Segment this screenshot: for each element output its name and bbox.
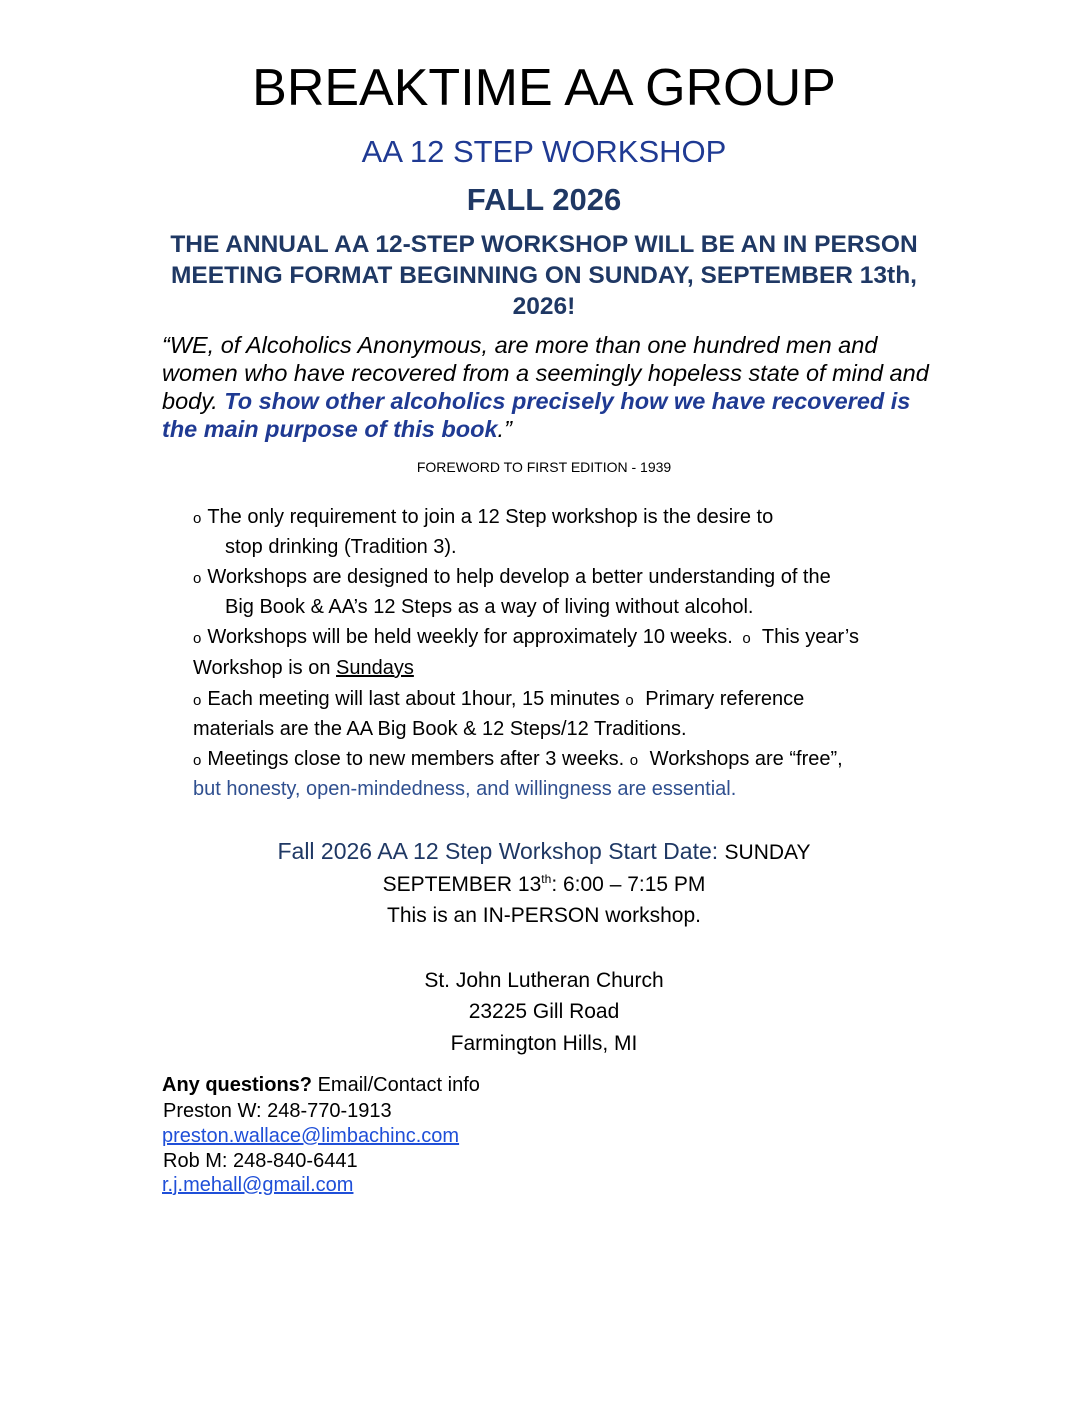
list-item-continuation: Big Book & AA’s 12 Steps as a way of living without alcohol. [225,596,754,618]
contact-heading: Any questions? Email/Contact info [162,1074,480,1096]
contact-person-2: Rob M: 248-840-6441 [163,1150,358,1172]
location-city: Farmington Hills, MI [450,1032,638,1055]
bullet-icon: o [193,692,202,709]
bullet-icon: o [193,570,202,587]
bullet-icon: o [742,630,751,647]
email-link-2[interactable]: r.j.mehall@gmail.com [162,1174,354,1196]
start-date-line: Fall 2026 AA 12 Step Workshop Start Date: SUNDAY [277,838,811,864]
list-item: o Meetings close to new members after 3 weeks. o Workshops are “free”, [193,744,843,776]
document-title: BREAKTIME AA GROUP [252,59,836,117]
quote-source: FOREWORD TO FIRST EDITION - 1939 [416,459,672,475]
list-item: o Workshops will be held weekly for approximately 10 weeks. o This year’s [193,622,859,654]
season-heading: FALL 2026 [466,182,622,217]
list-item: o Workshops are designed to help develop a better understanding of the [193,562,831,594]
bullet-icon: o [629,752,639,769]
bullet-icon: o [625,692,634,709]
list-item: o Each meeting will last about 1hour, 15 minutes o Primary reference [193,684,804,716]
list-item-continuation: stop drinking (Tradition 3). [225,536,457,558]
list-item-continuation: Workshop is on Sundays [193,657,414,679]
bullet-icon: o [193,752,202,769]
document-subtitle: AA 12 STEP WORKSHOP [361,134,727,169]
quote-text: “WE, of Alcoholics Anonymous, are more than one hundred men and women who have recovered from a seemingly hopeless state of mind and body. [162,332,929,414]
sundays-underlined: Sundays [336,657,414,679]
start-date-time: SEPTEMBER 13th: 6:00 – 7:15 PM [382,872,706,896]
list-item-continuation: but honesty, open-mindedness, and willingness are essential. [193,778,737,800]
bullet-icon: o [193,510,202,527]
location-street: 23225 Gill Road [468,1000,620,1023]
email-link-1[interactable]: preston.wallace@limbachinc.com [162,1125,460,1147]
big-book-quote [162,331,952,443]
announcement-heading: THE ANNUAL AA 12-STEP WORKSHOP WILL BE AN IN PERSON MEETING FORMAT BEGINNING ON SUNDAY, SEPTEMBER 13th, 2026! [170,231,918,320]
quote-end: .” [497,416,512,442]
list-item: o The only requirement to join a 12 Step workshop is the desire to [193,502,773,534]
quote-highlight: To show other alcoholics precisely how we have recovered is the main purpose of this book [162,388,911,442]
location-name: St. John Lutheran Church [424,969,664,992]
bullet-icon: o [193,630,202,647]
workshop-format: This is an IN-PERSON workshop. [387,904,701,927]
contact-person-1: Preston W: 248-770-1913 [163,1100,392,1122]
list-item-continuation: materials are the AA Big Book & 12 Steps/12 Traditions. [193,718,687,740]
